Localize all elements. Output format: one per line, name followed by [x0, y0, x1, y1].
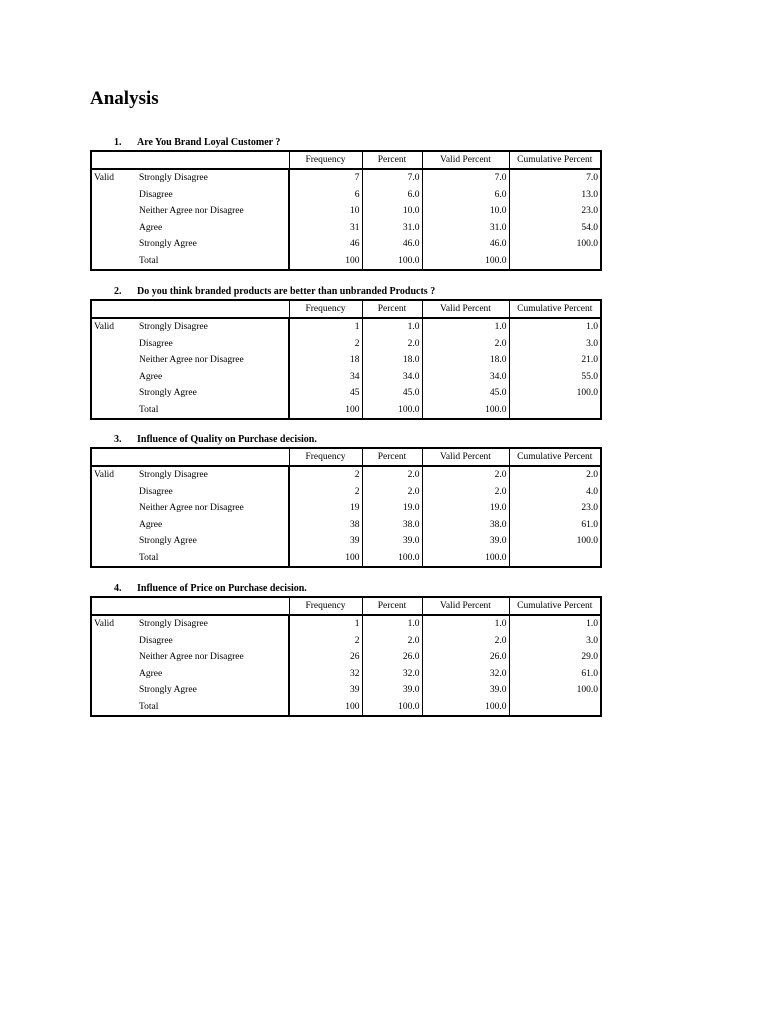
group-label-cell	[91, 336, 137, 353]
category-label-cell: Strongly Agree	[139, 239, 197, 250]
frequency-cell: 100	[289, 253, 362, 271]
group-label-cell: Valid	[94, 322, 115, 333]
table-row	[91, 649, 601, 666]
cumulative-percent-cell: 21.0	[509, 352, 601, 369]
valid-percent-cell: 2.0	[422, 484, 509, 501]
header-percent: Percent	[362, 597, 422, 615]
table-row	[91, 220, 601, 237]
category-label-cell: Disagree	[139, 338, 173, 349]
valid-percent-cell: 1.0	[422, 318, 509, 336]
valid-percent-cell: 2.0	[422, 466, 509, 484]
table-row	[91, 484, 601, 501]
table-row	[91, 682, 601, 699]
table-row	[91, 352, 601, 369]
frequency-cell: 46	[289, 236, 362, 253]
question-number: 1.	[114, 137, 122, 148]
header-cumulative-percent: Cumulative Percent	[509, 151, 601, 169]
group-label-cell: Valid	[94, 619, 115, 630]
percent-cell: 100.0	[362, 402, 422, 420]
percent-cell: 45.0	[362, 385, 422, 402]
table-row	[91, 533, 601, 550]
cumulative-percent-cell	[509, 550, 601, 568]
header-blank-cell	[137, 448, 289, 466]
valid-percent-cell: 7.0	[422, 169, 509, 187]
category-label-cell: Agree	[139, 371, 163, 382]
cumulative-percent-cell: 100.0	[509, 385, 601, 402]
valid-percent-cell: 19.0	[422, 500, 509, 517]
header-frequency: Frequency	[289, 448, 362, 466]
category-label-cell: Strongly Disagree	[139, 322, 208, 333]
frequency-cell: 31	[289, 220, 362, 237]
valid-percent-cell: 100.0	[422, 550, 509, 568]
valid-percent-cell: 2.0	[422, 633, 509, 650]
group-label-cell	[91, 649, 137, 666]
valid-percent-cell: 10.0	[422, 203, 509, 220]
category-label-cell: Neither Agree nor Disagree	[139, 652, 244, 663]
category-label-cell: Total	[139, 701, 159, 712]
frequency-cell: 7	[289, 169, 362, 187]
header-blank-cell	[137, 151, 289, 169]
percent-cell: 10.0	[362, 203, 422, 220]
group-label-cell	[91, 550, 137, 568]
header-cumulative-percent: Cumulative Percent	[509, 300, 601, 318]
valid-percent-cell: 45.0	[422, 385, 509, 402]
table-row	[91, 169, 601, 187]
valid-percent-cell: 34.0	[422, 369, 509, 386]
frequency-section	[90, 433, 600, 568]
cumulative-percent-cell: 23.0	[509, 203, 601, 220]
percent-cell: 6.0	[362, 187, 422, 204]
table-body	[91, 466, 601, 567]
frequency-cell: 100	[289, 550, 362, 568]
percent-cell: 100.0	[362, 253, 422, 271]
frequency-table	[90, 150, 602, 271]
group-label-cell	[91, 402, 137, 420]
table-row	[91, 550, 601, 568]
frequency-section	[90, 136, 600, 271]
table-body	[91, 615, 601, 716]
frequency-cell: 100	[289, 402, 362, 420]
header-frequency: Frequency	[289, 597, 362, 615]
frequency-cell: 6	[289, 187, 362, 204]
header-cumulative-percent: Cumulative Percent	[509, 448, 601, 466]
category-label-cell: Strongly Agree	[139, 536, 197, 547]
group-label-cell	[91, 385, 137, 402]
cumulative-percent-cell: 100.0	[509, 533, 601, 550]
group-label-cell	[91, 220, 137, 237]
question-number: 3.	[114, 434, 122, 445]
header-row	[91, 300, 601, 318]
table-body	[91, 169, 601, 270]
frequency-cell: 26	[289, 649, 362, 666]
question-number: 4.	[114, 583, 122, 594]
cumulative-percent-cell: 3.0	[509, 633, 601, 650]
category-label-cell: Strongly Disagree	[139, 470, 208, 481]
header-valid-percent: Valid Percent	[422, 448, 509, 466]
table-row	[91, 500, 601, 517]
category-label-cell: Total	[139, 404, 159, 415]
header-percent: Percent	[362, 151, 422, 169]
percent-cell: 1.0	[362, 615, 422, 633]
table-row	[91, 187, 601, 204]
percent-cell: 39.0	[362, 533, 422, 550]
question-title	[90, 582, 600, 596]
valid-percent-cell: 46.0	[422, 236, 509, 253]
cumulative-percent-cell: 7.0	[509, 169, 601, 187]
page-title: Analysis	[90, 88, 159, 109]
header-row	[91, 597, 601, 615]
header-frequency: Frequency	[289, 300, 362, 318]
cumulative-percent-cell: 23.0	[509, 500, 601, 517]
header-blank-cell	[91, 151, 137, 169]
table-header	[91, 448, 601, 466]
valid-percent-cell: 18.0	[422, 352, 509, 369]
valid-percent-cell: 100.0	[422, 699, 509, 717]
header-valid-percent: Valid Percent	[422, 597, 509, 615]
frequency-cell: 34	[289, 369, 362, 386]
category-label-cell: Disagree	[139, 189, 173, 200]
table-row	[91, 402, 601, 420]
percent-cell: 32.0	[362, 666, 422, 683]
category-label-cell: Agree	[139, 668, 163, 679]
frequency-cell: 2	[289, 466, 362, 484]
cumulative-percent-cell: 29.0	[509, 649, 601, 666]
question-title	[90, 433, 600, 447]
frequency-cell: 2	[289, 633, 362, 650]
frequency-cell: 39	[289, 682, 362, 699]
group-label-cell: Valid	[94, 470, 115, 481]
valid-percent-cell: 32.0	[422, 666, 509, 683]
frequency-cell: 38	[289, 517, 362, 534]
category-label-cell: Strongly Disagree	[139, 173, 208, 184]
percent-cell: 2.0	[362, 633, 422, 650]
category-label-cell: Strongly Agree	[139, 388, 197, 399]
percent-cell: 1.0	[362, 318, 422, 336]
valid-percent-cell: 26.0	[422, 649, 509, 666]
header-blank-cell	[91, 300, 137, 318]
category-label-cell: Strongly Agree	[139, 685, 197, 696]
frequency-cell: 45	[289, 385, 362, 402]
percent-cell: 100.0	[362, 699, 422, 717]
category-label-cell: Agree	[139, 519, 163, 530]
cumulative-percent-cell: 61.0	[509, 517, 601, 534]
cumulative-percent-cell: 1.0	[509, 318, 601, 336]
question-text: Do you think branded products are better than unbranded Products ?	[137, 286, 436, 297]
group-label-cell	[91, 253, 137, 271]
header-frequency: Frequency	[289, 151, 362, 169]
valid-percent-cell: 2.0	[422, 336, 509, 353]
question-text: Are You Brand Loyal Customer ?	[137, 137, 281, 148]
header-percent: Percent	[362, 300, 422, 318]
table-row	[91, 517, 601, 534]
cumulative-percent-cell: 54.0	[509, 220, 601, 237]
question-title	[90, 136, 600, 150]
header-blank-cell	[91, 448, 137, 466]
group-label-cell	[91, 682, 137, 699]
table-header	[91, 300, 601, 318]
table-row	[91, 666, 601, 683]
cumulative-percent-cell: 61.0	[509, 666, 601, 683]
category-label-cell: Agree	[139, 222, 163, 233]
valid-percent-cell: 6.0	[422, 187, 509, 204]
cumulative-percent-cell: 3.0	[509, 336, 601, 353]
header-blank-cell	[137, 300, 289, 318]
frequency-cell: 32	[289, 666, 362, 683]
valid-percent-cell: 100.0	[422, 402, 509, 420]
percent-cell: 18.0	[362, 352, 422, 369]
table-row	[91, 466, 601, 484]
percent-cell: 46.0	[362, 236, 422, 253]
group-label-cell	[91, 352, 137, 369]
table-row	[91, 318, 601, 336]
cumulative-percent-cell	[509, 402, 601, 420]
group-label-cell	[91, 533, 137, 550]
group-label-cell	[91, 236, 137, 253]
percent-cell: 34.0	[362, 369, 422, 386]
percent-cell: 100.0	[362, 550, 422, 568]
frequency-cell: 1	[289, 318, 362, 336]
table-row	[91, 236, 601, 253]
header-blank-cell	[91, 597, 137, 615]
group-label-cell	[91, 666, 137, 683]
table-row	[91, 369, 601, 386]
table-row	[91, 336, 601, 353]
percent-cell: 2.0	[362, 484, 422, 501]
frequency-cell: 1	[289, 615, 362, 633]
frequency-section	[90, 582, 600, 717]
category-label-cell: Neither Agree nor Disagree	[139, 503, 244, 514]
header-valid-percent: Valid Percent	[422, 300, 509, 318]
percent-cell: 19.0	[362, 500, 422, 517]
frequency-cell: 39	[289, 533, 362, 550]
question-title	[90, 285, 600, 299]
group-label-cell	[91, 187, 137, 204]
table-row	[91, 699, 601, 717]
percent-cell: 7.0	[362, 169, 422, 187]
group-label-cell	[91, 699, 137, 717]
group-label-cell	[91, 484, 137, 501]
percent-cell: 31.0	[362, 220, 422, 237]
table-row	[91, 253, 601, 271]
percent-cell: 39.0	[362, 682, 422, 699]
category-label-cell: Neither Agree nor Disagree	[139, 206, 244, 217]
question-number: 2.	[114, 286, 122, 297]
header-percent: Percent	[362, 448, 422, 466]
frequency-cell: 100	[289, 699, 362, 717]
header-cumulative-percent: Cumulative Percent	[509, 597, 601, 615]
frequency-cell: 2	[289, 484, 362, 501]
category-label-cell: Disagree	[139, 635, 173, 646]
valid-percent-cell: 39.0	[422, 533, 509, 550]
category-label-cell: Disagree	[139, 486, 173, 497]
table-row	[91, 615, 601, 633]
header-row	[91, 448, 601, 466]
valid-percent-cell: 38.0	[422, 517, 509, 534]
percent-cell: 38.0	[362, 517, 422, 534]
group-label-cell	[91, 369, 137, 386]
group-label-cell	[91, 517, 137, 534]
frequency-table	[90, 299, 602, 420]
group-label-cell	[91, 203, 137, 220]
question-text: Influence of Price on Purchase decision.	[137, 583, 307, 594]
category-label-cell: Total	[139, 255, 159, 266]
cumulative-percent-cell	[509, 699, 601, 717]
valid-percent-cell: 39.0	[422, 682, 509, 699]
header-blank-cell	[137, 597, 289, 615]
question-text: Influence of Quality on Purchase decision.	[137, 434, 317, 445]
cumulative-percent-cell: 13.0	[509, 187, 601, 204]
frequency-cell: 2	[289, 336, 362, 353]
valid-percent-cell: 1.0	[422, 615, 509, 633]
category-label-cell: Total	[139, 552, 159, 563]
percent-cell: 2.0	[362, 336, 422, 353]
cumulative-percent-cell: 4.0	[509, 484, 601, 501]
frequency-cell: 10	[289, 203, 362, 220]
table-row	[91, 203, 601, 220]
group-label-cell	[91, 633, 137, 650]
cumulative-percent-cell: 1.0	[509, 615, 601, 633]
group-label-cell: Valid	[94, 173, 115, 184]
table-header	[91, 597, 601, 615]
table-header	[91, 151, 601, 169]
frequency-cell: 18	[289, 352, 362, 369]
cumulative-percent-cell: 55.0	[509, 369, 601, 386]
header-valid-percent: Valid Percent	[422, 151, 509, 169]
valid-percent-cell: 31.0	[422, 220, 509, 237]
cumulative-percent-cell: 100.0	[509, 236, 601, 253]
table-row	[91, 385, 601, 402]
category-label-cell: Neither Agree nor Disagree	[139, 355, 244, 366]
cumulative-percent-cell: 2.0	[509, 466, 601, 484]
header-row	[91, 151, 601, 169]
percent-cell: 2.0	[362, 466, 422, 484]
percent-cell: 26.0	[362, 649, 422, 666]
frequency-cell: 19	[289, 500, 362, 517]
frequency-table	[90, 596, 602, 717]
cumulative-percent-cell	[509, 253, 601, 271]
table-body	[91, 318, 601, 419]
frequency-section	[90, 285, 600, 420]
group-label-cell	[91, 500, 137, 517]
category-label-cell: Strongly Disagree	[139, 619, 208, 630]
valid-percent-cell: 100.0	[422, 253, 509, 271]
table-row	[91, 633, 601, 650]
cumulative-percent-cell: 100.0	[509, 682, 601, 699]
frequency-table	[90, 447, 602, 568]
